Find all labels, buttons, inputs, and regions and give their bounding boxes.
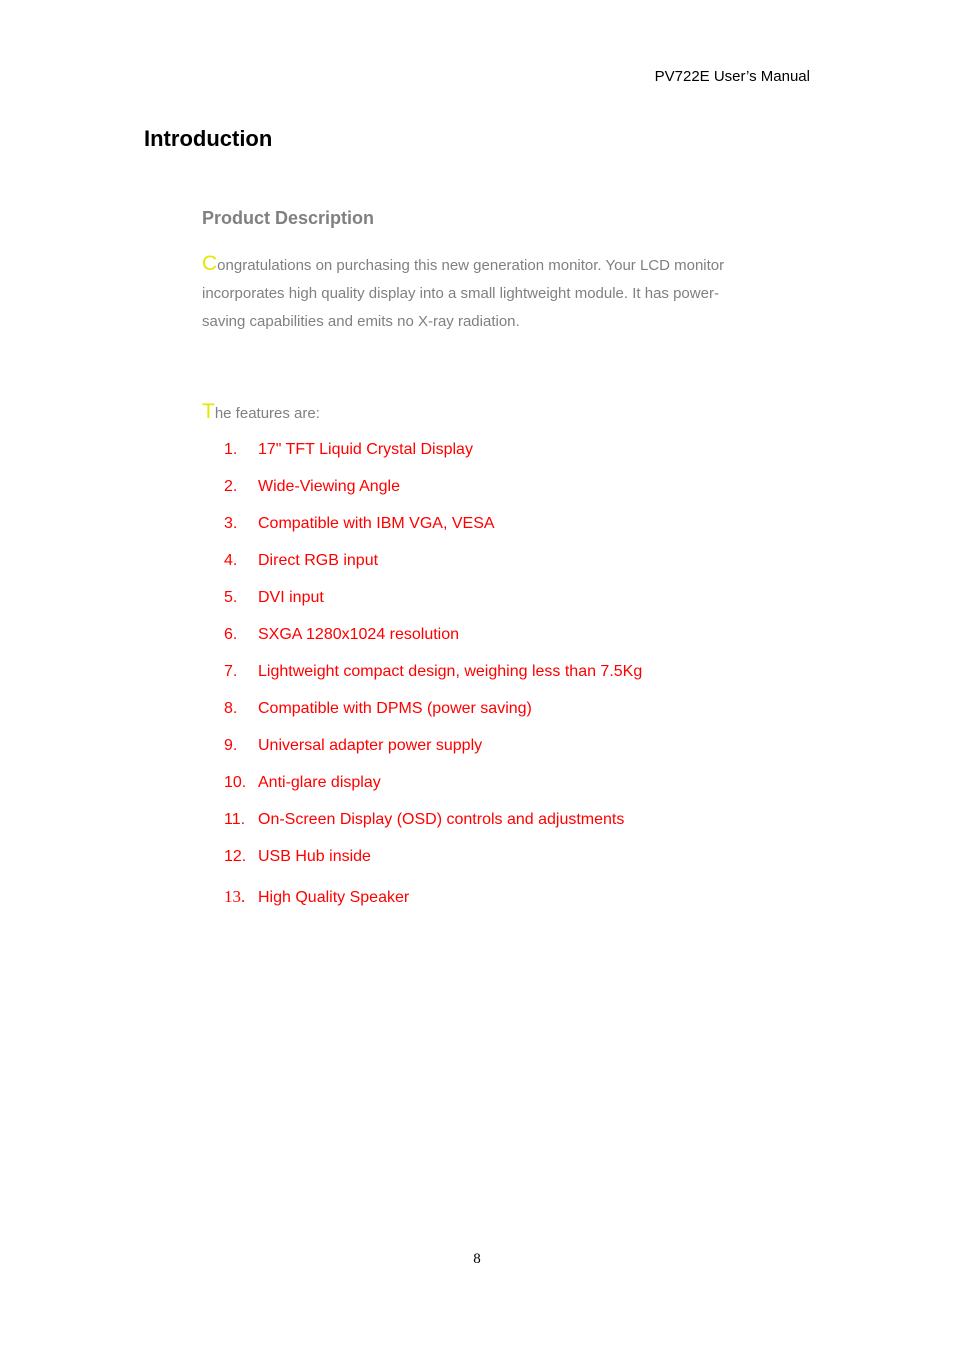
feature-text: Direct RGB input bbox=[258, 552, 379, 569]
feature-text: USB Hub inside bbox=[258, 848, 371, 865]
feature-item bbox=[224, 848, 642, 885]
feature-number: 7. bbox=[224, 663, 238, 680]
features-intro-text: he features are: bbox=[214, 405, 320, 422]
feature-number: 8. bbox=[224, 700, 238, 717]
feature-item bbox=[224, 589, 642, 626]
feature-text: Wide-Viewing Angle bbox=[258, 478, 401, 495]
feature-item bbox=[224, 478, 642, 515]
features-initial-letter: T bbox=[202, 400, 215, 423]
feature-text: DVI input bbox=[258, 589, 324, 606]
feature-number: 4. bbox=[224, 552, 238, 569]
feature-list bbox=[224, 441, 642, 924]
feature-number: 5. bbox=[224, 589, 238, 606]
feature-item bbox=[224, 626, 642, 663]
feature-item bbox=[224, 552, 642, 589]
feature-text: On-Screen Display (OSD) controls and adjustments bbox=[258, 811, 625, 828]
feature-number: 2. bbox=[224, 478, 238, 495]
page-number: 8 bbox=[473, 1251, 481, 1267]
feature-text: Universal adapter power supply bbox=[258, 737, 483, 754]
section-title: Product Description bbox=[202, 208, 375, 228]
feature-item bbox=[224, 774, 642, 811]
feature-text: 17" TFT Liquid Crystal Display bbox=[258, 441, 473, 458]
feature-number: 13. bbox=[224, 887, 246, 906]
feature-number: 10. bbox=[224, 774, 247, 791]
feature-item bbox=[224, 811, 642, 848]
feature-item bbox=[224, 737, 642, 774]
intro-initial-letter: C bbox=[202, 252, 218, 275]
feature-text: SXGA 1280x1024 resolution bbox=[258, 626, 460, 643]
feature-number: 3. bbox=[224, 515, 238, 532]
feature-text: Anti-glare display bbox=[258, 774, 381, 791]
feature-text: Compatible with IBM VGA, VESA bbox=[258, 515, 495, 532]
feature-number: 12. bbox=[224, 848, 247, 865]
feature-number: 11. bbox=[224, 811, 246, 828]
feature-text: Lightweight compact design, weighing less than 7.5Kg bbox=[258, 663, 643, 680]
chapter-title: Introduction bbox=[144, 126, 273, 151]
feature-item bbox=[224, 441, 642, 478]
feature-number: 1. bbox=[224, 441, 238, 458]
intro-text: ongratulations on purchasing this new generation monitor. Your LCD monitor incorporates high quality display into a small lightweight module. It has power- saving capabilities and emits no X-ray radiation. bbox=[202, 257, 725, 330]
feature-number: 9. bbox=[224, 737, 238, 754]
feature-item bbox=[224, 700, 642, 737]
feature-text: Compatible with DPMS (power saving) bbox=[258, 700, 532, 717]
features-intro bbox=[202, 398, 320, 428]
feature-number: 6. bbox=[224, 626, 238, 643]
feature-text: High Quality Speaker bbox=[258, 889, 410, 906]
running-header: PV722E User’s Manual bbox=[654, 68, 810, 85]
feature-item bbox=[224, 663, 642, 700]
feature-item bbox=[224, 887, 642, 924]
intro-paragraph bbox=[202, 250, 742, 336]
feature-item bbox=[224, 515, 642, 552]
